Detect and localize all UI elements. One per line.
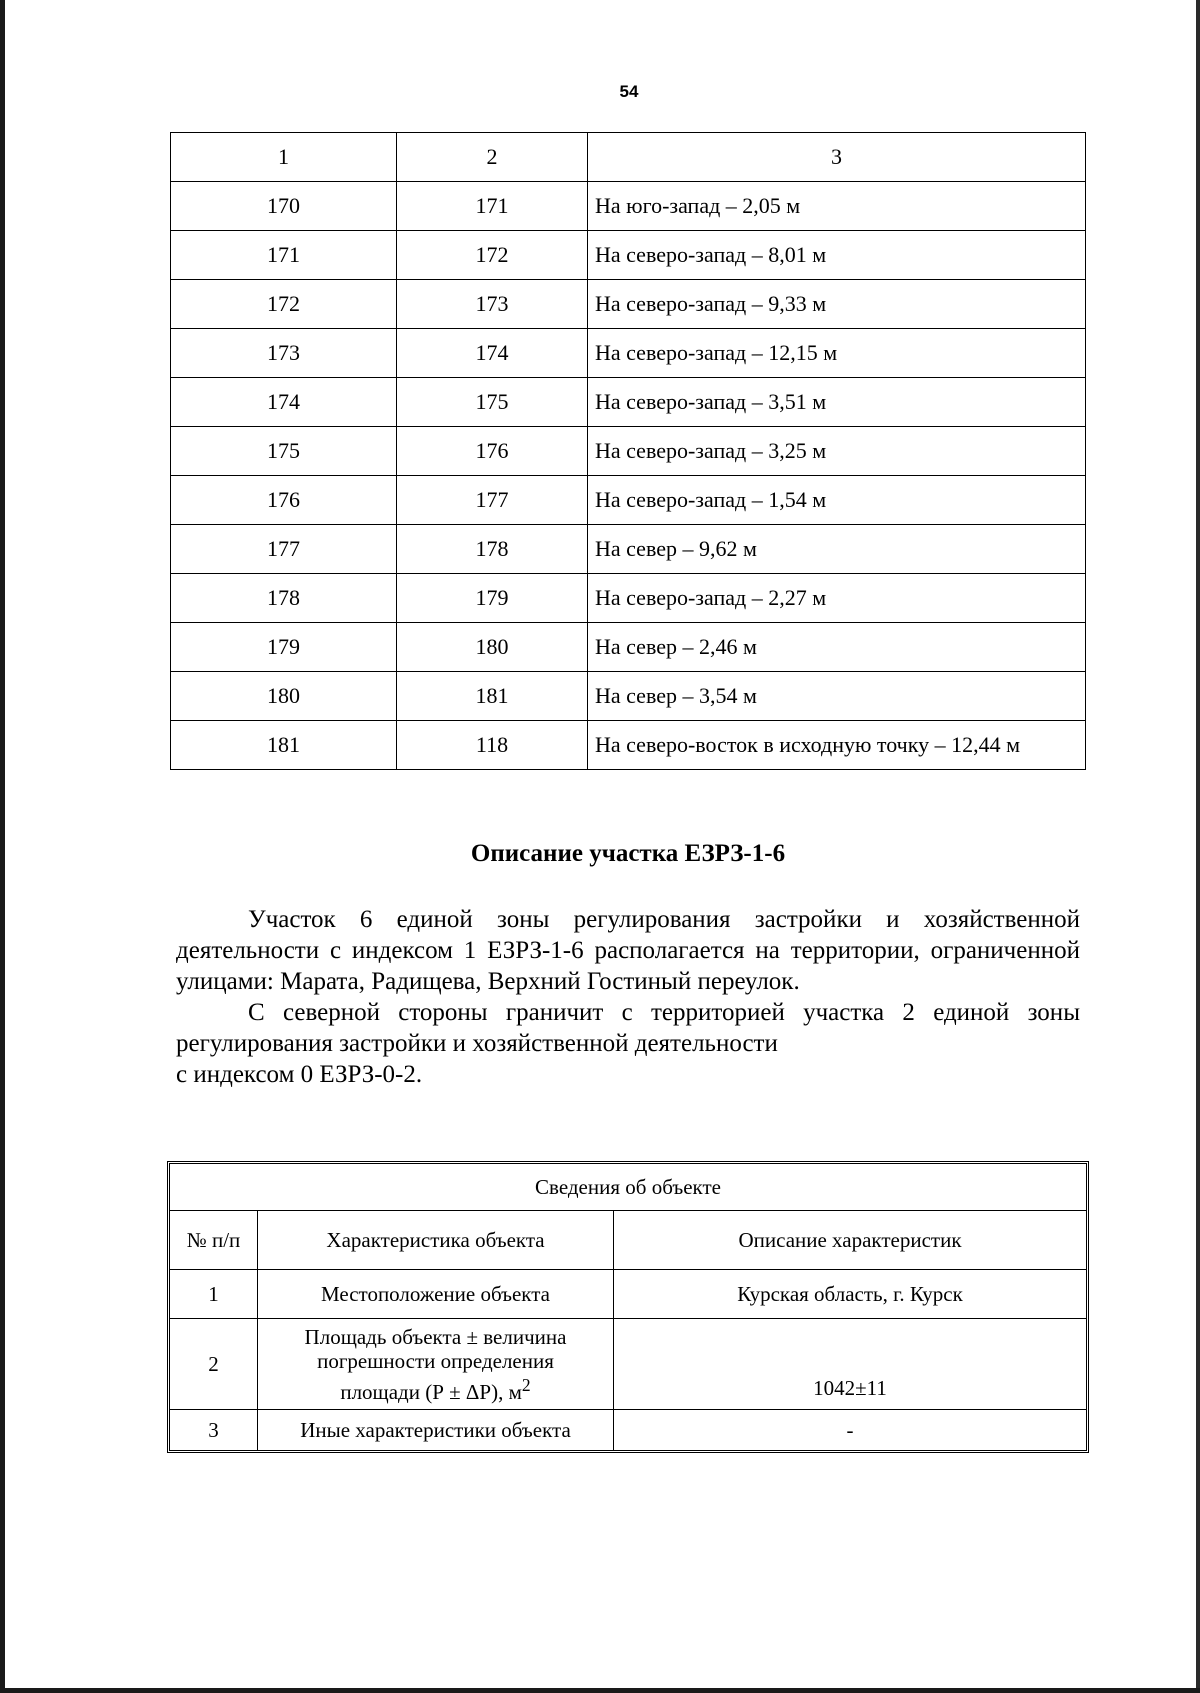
table-title-row	[170, 1164, 1086, 1211]
point-to: 173	[397, 280, 588, 329]
characteristic-line: Площадь объекта ± величина	[304, 1324, 567, 1349]
segment-description: На северо-запад – 2,27 м	[588, 574, 1086, 623]
segment-description: На север – 3,54 м	[588, 672, 1086, 721]
table-row	[171, 231, 1086, 280]
point-to: 118	[397, 721, 588, 770]
characteristic-line: площади (Р ± ΔР), м	[340, 1379, 522, 1404]
column-header: 2	[397, 133, 588, 182]
paragraph-northern-border	[176, 997, 1080, 1090]
row-value: -	[614, 1410, 1087, 1451]
point-from: 176	[171, 476, 397, 525]
row-characteristic: Местоположение объекта	[258, 1270, 614, 1319]
segment-description: На северо-запад – 1,54 м	[588, 476, 1086, 525]
table-row	[170, 1270, 1086, 1319]
column-header: 3	[588, 133, 1086, 182]
row-number: 2	[170, 1319, 258, 1410]
point-to: 176	[397, 427, 588, 476]
point-from: 181	[171, 721, 397, 770]
table-row	[171, 182, 1086, 231]
point-to: 172	[397, 231, 588, 280]
table-row	[171, 623, 1086, 672]
point-from: 174	[171, 378, 397, 427]
point-to: 171	[397, 182, 588, 231]
column-header-characteristic: Характеристика объекта	[258, 1211, 614, 1270]
point-to: 174	[397, 329, 588, 378]
paragraph-northern-border-main: С северной стороны граничит с территорией участка 2 единой зоны регулирования застройки и хозяйственной деятельности	[176, 999, 1080, 1057]
point-to: 175	[397, 378, 588, 427]
segment-description: На северо-запад – 12,15 м	[588, 329, 1086, 378]
point-from: 171	[171, 231, 397, 280]
object-info-table	[170, 1164, 1086, 1450]
unit-exponent: 2	[521, 1374, 531, 1395]
segment-description: На север – 9,62 м	[588, 525, 1086, 574]
segment-description: На северо-восток в исходную точку – 12,44 м	[588, 721, 1086, 770]
table-header-row	[171, 133, 1086, 182]
row-value: 1042±11	[614, 1319, 1087, 1410]
point-from: 177	[171, 525, 397, 574]
row-number: 3	[170, 1410, 258, 1451]
table-header-row	[170, 1211, 1086, 1270]
row-characteristic	[258, 1319, 614, 1410]
segment-description: На северо-запад – 8,01 м	[588, 231, 1086, 280]
scan-border-bottom	[0, 1688, 1200, 1693]
point-to: 181	[397, 672, 588, 721]
table-row	[171, 476, 1086, 525]
segment-description: На северо-запад – 3,51 м	[588, 378, 1086, 427]
table-row	[171, 329, 1086, 378]
segment-description: На северо-запад – 9,33 м	[588, 280, 1086, 329]
table-row	[171, 378, 1086, 427]
section-title: Описание участка ЕЗРЗ-1-6	[470, 840, 786, 867]
table-row	[171, 280, 1086, 329]
table-row	[171, 672, 1086, 721]
point-to: 177	[397, 476, 588, 525]
table-row	[170, 1319, 1086, 1410]
column-header: 1	[171, 133, 397, 182]
point-from: 175	[171, 427, 397, 476]
point-to: 178	[397, 525, 588, 574]
scan-border-left	[0, 0, 5, 1693]
column-header-description: Описание характеристик	[614, 1211, 1087, 1270]
boundary-table	[170, 132, 1086, 770]
point-from: 180	[171, 672, 397, 721]
row-value: Курская область, г. Курск	[614, 1270, 1087, 1319]
section-body	[176, 904, 1080, 1090]
object-info-table-frame	[167, 1161, 1089, 1453]
column-header-number: № п/п	[170, 1211, 258, 1270]
table-row	[171, 574, 1086, 623]
table-row	[171, 525, 1086, 574]
point-from: 170	[171, 182, 397, 231]
row-number: 1	[170, 1270, 258, 1319]
table-row	[170, 1410, 1086, 1451]
segment-description: На юго-запад – 2,05 м	[588, 182, 1086, 231]
point-from: 178	[171, 574, 397, 623]
table-title: Сведения об объекте	[170, 1164, 1086, 1211]
row-characteristic: Иные характеристики объекта	[258, 1410, 614, 1451]
segment-description: На север – 2,46 м	[588, 623, 1086, 672]
table-row	[171, 721, 1086, 770]
point-from: 179	[171, 623, 397, 672]
scan-border-right	[1196, 0, 1200, 1693]
paragraph-northern-border-tail: с индексом 0 ЕЗРЗ-0-2.	[176, 1061, 423, 1088]
page-number: 54	[619, 82, 639, 101]
point-to: 179	[397, 574, 588, 623]
point-from: 172	[171, 280, 397, 329]
paragraph-location: Участок 6 единой зоны регулирования застройки и хозяйственной деятельности с индексом 1 ЕЗРЗ-1-6 располагается на территории, ограниченной улицами: Марата, Радищева, Верхний Гостиный переулок.	[176, 906, 1080, 995]
point-from: 173	[171, 329, 397, 378]
table-row	[171, 427, 1086, 476]
characteristic-line: погрешности определения	[317, 1348, 554, 1373]
segment-description: На северо-запад – 3,25 м	[588, 427, 1086, 476]
point-to: 180	[397, 623, 588, 672]
